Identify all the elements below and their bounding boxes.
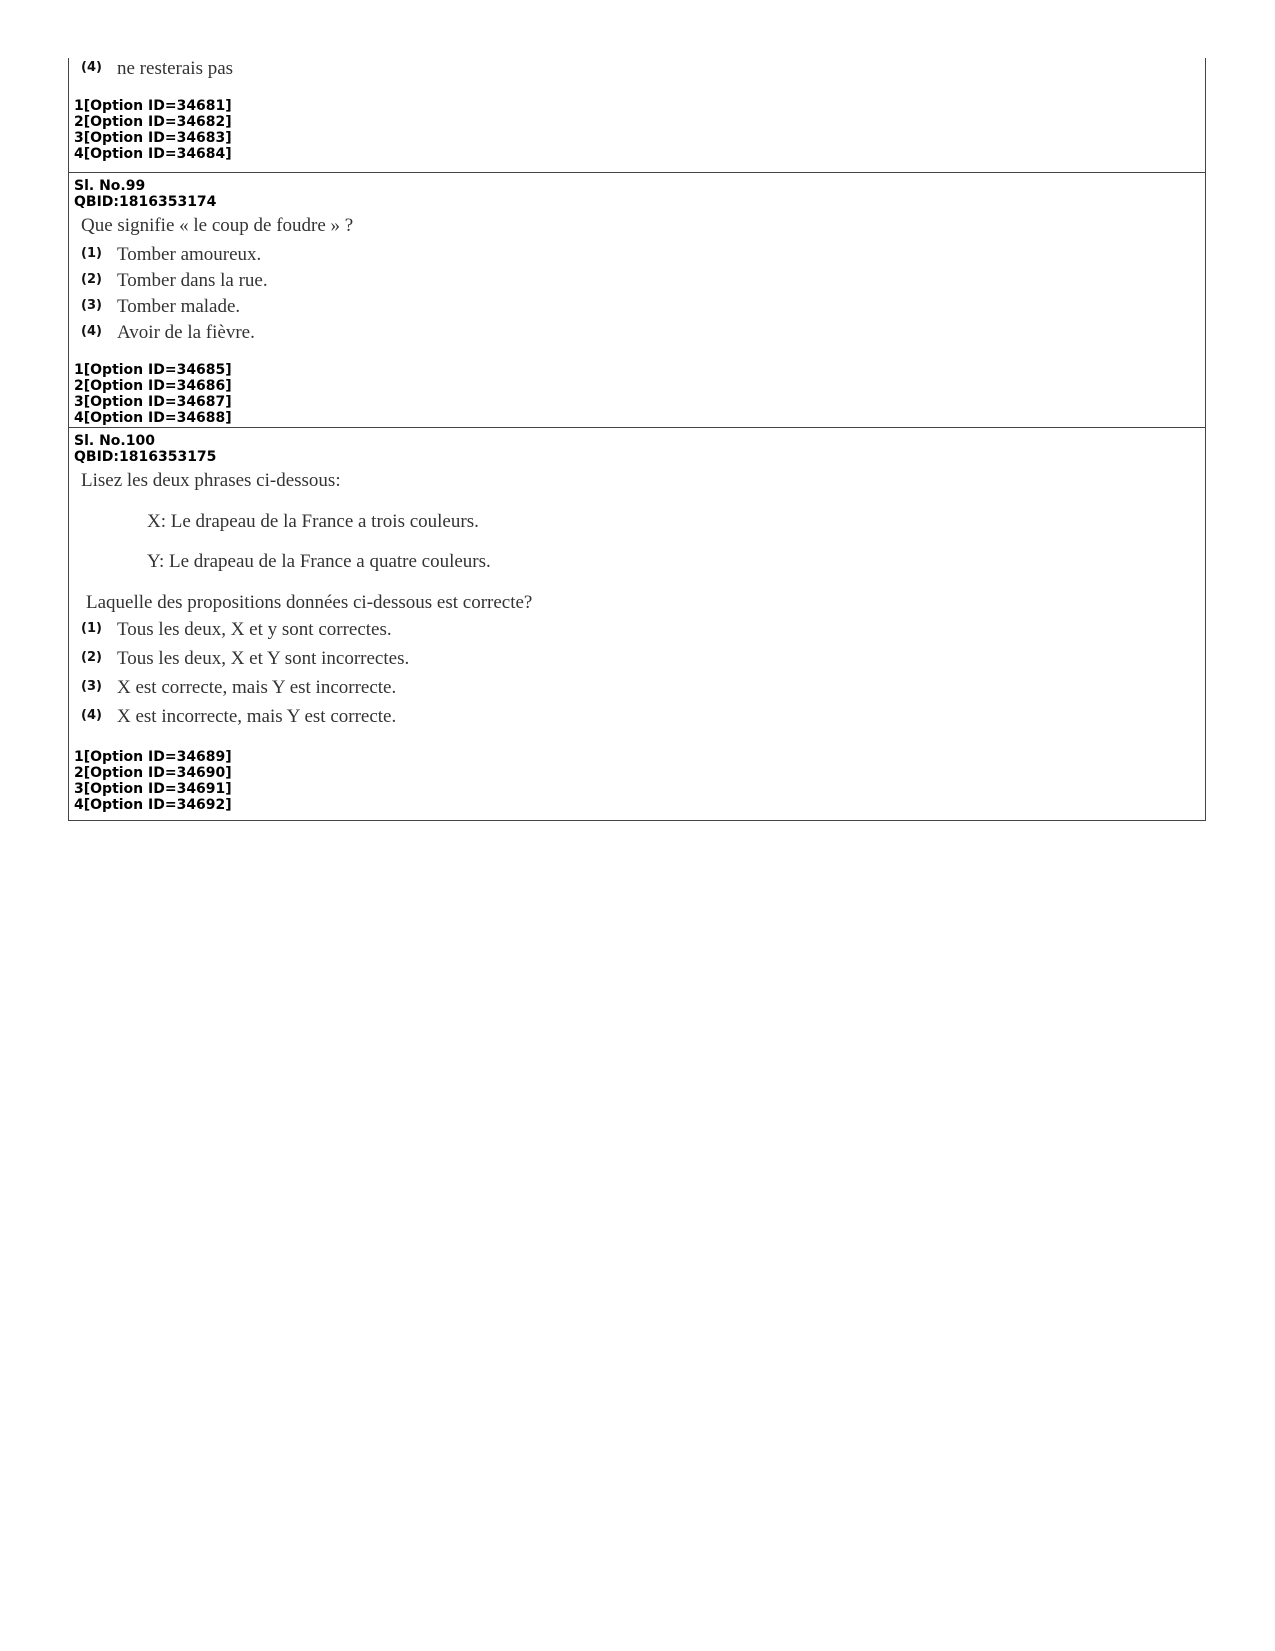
option-text: ne resterais pas: [117, 58, 234, 79]
option-number: (4): [81, 708, 102, 723]
question-stem: Lisez les deux phrases ci-dessous:: [81, 470, 341, 491]
serial-number: Sl. No.100: [74, 433, 155, 449]
option-id: 3[Option ID=34687]: [74, 394, 232, 410]
option-3: [69, 296, 1205, 322]
option-id: 3[Option ID=34691]: [74, 781, 232, 797]
option-2: [69, 270, 1205, 296]
statement-x: X: Le drapeau de la France a trois couleurs.: [147, 511, 479, 532]
option-id: 4[Option ID=34692]: [74, 797, 232, 813]
option-id: 2[Option ID=34686]: [74, 378, 232, 394]
question-100-cell: [69, 427, 1205, 820]
option-4: [69, 58, 1205, 84]
option-2: [69, 648, 1205, 677]
option-text: Tous les deux, X et Y sont incorrectes.: [117, 648, 410, 669]
option-1: [69, 619, 1205, 648]
qbid: QBID:1816353174: [74, 194, 217, 210]
option-text: Tomber amoureux.: [117, 244, 262, 265]
question-98-cell: [69, 58, 1205, 172]
option-id-list: [69, 749, 1205, 813]
option-text: X est correcte, mais Y est incorrecte.: [117, 677, 397, 698]
option-number: (2): [81, 650, 102, 665]
option-text: Tous les deux, X et y sont correctes.: [117, 619, 392, 640]
option-number: (4): [81, 60, 102, 75]
question-stem: Que signifie « le coup de foudre » ?: [81, 215, 354, 236]
question-prompt: Laquelle des propositions données ci-dessous est correcte?: [86, 592, 533, 613]
serial-number: Sl. No.99: [74, 178, 146, 194]
option-number: (2): [81, 272, 102, 287]
option-text: X est incorrecte, mais Y est correcte.: [117, 706, 397, 727]
option-id: 1[Option ID=34685]: [74, 362, 232, 378]
statement-y: Y: Le drapeau de la France a quatre couleurs.: [147, 551, 491, 572]
option-id: 1[Option ID=34681]: [74, 98, 232, 114]
option-number: (3): [81, 298, 102, 313]
option-4: [69, 322, 1205, 348]
option-number: (1): [81, 621, 102, 636]
option-id-list: [69, 362, 1205, 426]
question-table: [68, 58, 1206, 821]
option-id-list: [69, 98, 1205, 162]
option-id: 2[Option ID=34682]: [74, 114, 232, 130]
option-text: Tomber dans la rue.: [117, 270, 268, 291]
option-3: [69, 677, 1205, 706]
option-id: 1[Option ID=34689]: [74, 749, 232, 765]
option-number: (4): [81, 324, 102, 339]
option-4: [69, 706, 1205, 735]
qbid: QBID:1816353175: [74, 449, 217, 465]
question-99-cell: [69, 172, 1205, 427]
option-1: [69, 244, 1205, 270]
option-id: 2[Option ID=34690]: [74, 765, 232, 781]
option-number: (3): [81, 679, 102, 694]
option-number: (1): [81, 246, 102, 261]
option-id: 4[Option ID=34688]: [74, 410, 232, 426]
option-text: Tomber malade.: [117, 296, 241, 317]
option-id: 4[Option ID=34684]: [74, 146, 232, 162]
option-text: Avoir de la fièvre.: [117, 322, 255, 343]
option-id: 3[Option ID=34683]: [74, 130, 232, 146]
